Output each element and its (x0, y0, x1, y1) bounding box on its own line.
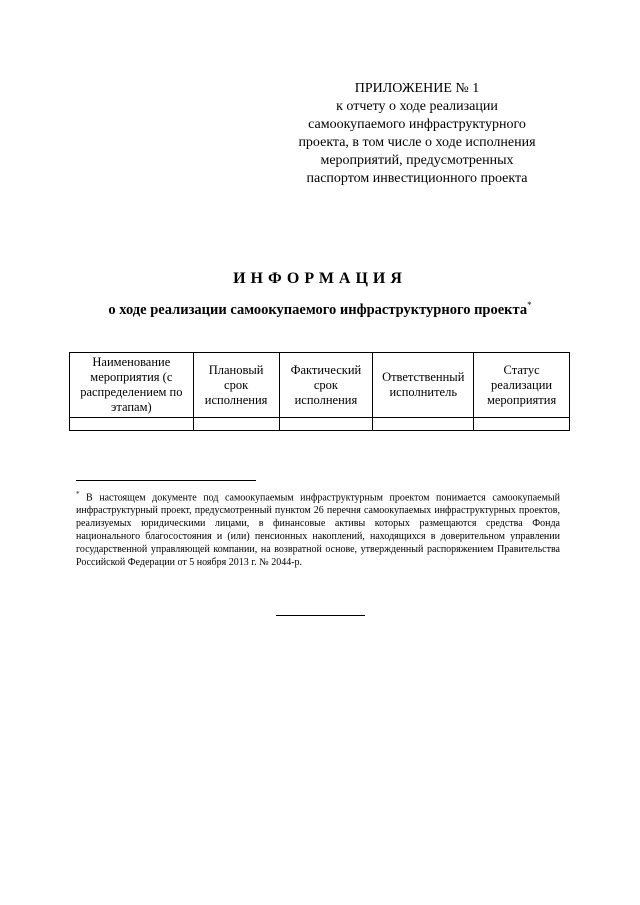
appendix-title: ПРИЛОЖЕНИЕ № 1 (354, 81, 480, 96)
appendix-line: к отчету о ходе реализации (336, 99, 498, 114)
column-header-activity: Наименование мероприятия (с распределением по этапам) (70, 353, 194, 418)
footnote-text: В настоящем документе под самоокупаемым инфраструктурным проектом понимается самоокупаемый инфраструктурный проект, предусмотренный пунктом 26 перечня самоокупаемых инфраструктурных проектов, реализуемых юридическими лицами, в финансовые активы которых размещаются средства Фонда национального благосостояния и (или) пенсионных накоплений, находящихся в доверительном управлении государственной управляющей компании, на возвратной основе, утвержденный распоряжением Правительства Российской Федерации от 5 ноября 2013 г. № 2044-р. (76, 492, 560, 569)
appendix-line: самоокупаемого инфраструктурного (308, 117, 526, 132)
info-table (69, 352, 570, 431)
column-header-actual-date: Фактический срок исполнения (279, 353, 373, 418)
end-divider (276, 615, 365, 616)
footnote-marker: * (76, 490, 80, 498)
footnote (76, 488, 560, 569)
appendix-block (282, 80, 552, 188)
table-cell (70, 418, 194, 431)
appendix-line: мероприятий, предусмотренных (320, 153, 514, 168)
table-cell (474, 418, 570, 431)
appendix-line: проекта, в том числе о ходе исполнения (298, 135, 536, 150)
document-heading: ИНФОРМАЦИЯ (233, 270, 407, 287)
table-header-row (70, 353, 570, 418)
column-header-status: Статус реализации мероприятия (474, 353, 570, 418)
footnote-marker: * (527, 300, 532, 310)
column-header-responsible: Ответственный исполнитель (373, 353, 474, 418)
table-row (70, 418, 570, 431)
column-header-planned-date: Плановый срок исполнения (193, 353, 279, 418)
table-cell (279, 418, 373, 431)
document-subheading (0, 300, 640, 319)
footnote-divider (76, 480, 256, 481)
subheading-text: о ходе реализации самоокупаемого инфраструктурного проекта (108, 301, 528, 318)
table-cell (193, 418, 279, 431)
appendix-line: паспортом инвестиционного проекта (306, 171, 528, 186)
table-cell (373, 418, 474, 431)
